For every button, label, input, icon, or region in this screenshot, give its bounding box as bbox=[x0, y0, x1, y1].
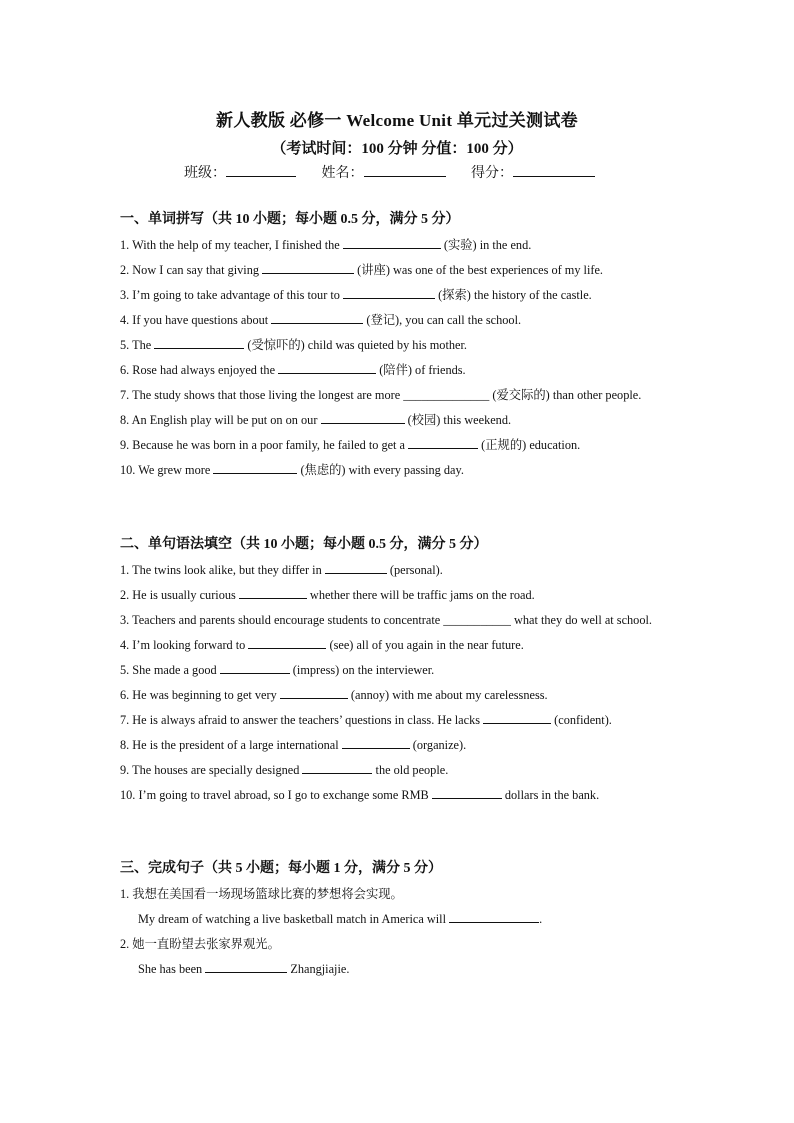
name-blank[interactable] bbox=[364, 175, 446, 177]
question-english: My dream of watching a live basketball match in America will . bbox=[138, 912, 543, 926]
question-item: 10. I’m going to travel abroad, so I go to exchange some RMB dollars in the bank. bbox=[120, 788, 600, 802]
question-item: 4. If you have questions about (登记), you can call the school. bbox=[120, 313, 522, 327]
question-item: 9. Because he was born in a poor family, he failed to get a (正规的) education. bbox=[120, 438, 581, 452]
score-blank[interactable] bbox=[513, 175, 595, 177]
answer-blank[interactable] bbox=[271, 311, 363, 324]
answer-blank[interactable] bbox=[248, 636, 326, 649]
question-item: 6. Rose had always enjoyed the (陪伴) of friends. bbox=[120, 363, 466, 377]
question-chinese: 1. 我想在美国看一场现场篮球比赛的梦想将会实现。 bbox=[120, 887, 403, 901]
answer-blank[interactable] bbox=[278, 361, 376, 374]
answer-blank[interactable] bbox=[449, 910, 539, 923]
question-item: 1. With the help of my teacher, I finished the (实验) in the end. bbox=[120, 238, 532, 252]
section-sentence-completion bbox=[120, 857, 680, 982]
section-heading: 二、单句语法填空（共 10 小题；每小题 0.5 分，满分 5 分） bbox=[120, 537, 488, 552]
question-item: 5. She made a good (impress) on the interviewer. bbox=[120, 663, 435, 677]
question-item: 7. The study shows that those living the longest are more ______________ (爱交际的) than other people. bbox=[120, 388, 642, 402]
exam-title: 新人教版 必修一 Welcome Unit 单元过关测试卷 bbox=[216, 111, 578, 130]
answer-blank[interactable] bbox=[432, 786, 502, 799]
section-word-spelling bbox=[120, 208, 680, 483]
answer-blank[interactable] bbox=[154, 336, 244, 349]
question-item: 10. We grew more (焦虑的) with every passing day. bbox=[120, 463, 464, 477]
score-label: 得分： bbox=[471, 166, 513, 181]
question-item: 3. I’m going to take advantage of this tour to (探索) the history of the castle. bbox=[120, 288, 592, 302]
answer-blank[interactable] bbox=[343, 236, 441, 249]
question-item: 8. An English play will be put on on our (校园) this weekend. bbox=[120, 413, 512, 427]
question-item: 5. The (受惊吓的) child was quieted by his mother. bbox=[120, 338, 467, 352]
answer-blank[interactable] bbox=[342, 736, 410, 749]
answer-blank[interactable] bbox=[408, 436, 478, 449]
answer-blank[interactable] bbox=[213, 461, 297, 474]
question-item: 8. He is the president of a large international (organize). bbox=[120, 738, 467, 752]
answer-blank[interactable] bbox=[302, 761, 372, 774]
question-english: She has been Zhangjiajie. bbox=[138, 962, 350, 976]
question-item: 2. He is usually curious whether there will be traffic jams on the road. bbox=[120, 588, 535, 602]
answer-blank[interactable] bbox=[262, 261, 354, 274]
question-item: 4. I’m looking forward to (see) all of you again in the near future. bbox=[120, 638, 524, 652]
answer-blank[interactable] bbox=[220, 661, 290, 674]
question-item: 1. The twins look alike, but they differ in (personal). bbox=[120, 563, 443, 577]
name-label: 姓名： bbox=[321, 166, 364, 181]
answer-blank[interactable] bbox=[321, 411, 405, 424]
student-info-line bbox=[184, 162, 617, 182]
answer-blank[interactable] bbox=[343, 286, 435, 299]
answer-blank[interactable] bbox=[325, 561, 387, 574]
question-item: 3. Teachers and parents should encourage students to concentrate ___________ what they do well at school. bbox=[120, 613, 652, 627]
answer-blank[interactable] bbox=[205, 960, 287, 973]
class-label: 班级： bbox=[184, 166, 226, 181]
question-item: 6. He was beginning to get very (annoy) with me about my carelessness. bbox=[120, 688, 548, 702]
question-item: 7. He is always afraid to answer the teachers’ questions in class. He lacks (confident). bbox=[120, 713, 612, 727]
section-heading: 一、单词拼写（共 10 小题；每小题 0.5 分，满分 5 分） bbox=[120, 212, 460, 227]
section-grammar-fill bbox=[120, 533, 680, 808]
section-heading: 三、完成句子（共 5 小题；每小题 1 分，满分 5 分） bbox=[120, 861, 442, 876]
question-chinese: 2. 她一直盼望去张家界观光。 bbox=[120, 937, 280, 951]
answer-blank[interactable] bbox=[280, 686, 348, 699]
question-item: 9. The houses are specially designed the old people. bbox=[120, 763, 449, 777]
class-blank[interactable] bbox=[226, 175, 296, 177]
question-item: 2. Now I can say that giving (讲座) was one of the best experiences of my life. bbox=[120, 263, 604, 277]
answer-blank[interactable] bbox=[239, 586, 307, 599]
exam-subtitle: （考试时间：100 分钟 分值：100 分） bbox=[271, 141, 523, 157]
answer-blank[interactable] bbox=[483, 711, 551, 724]
